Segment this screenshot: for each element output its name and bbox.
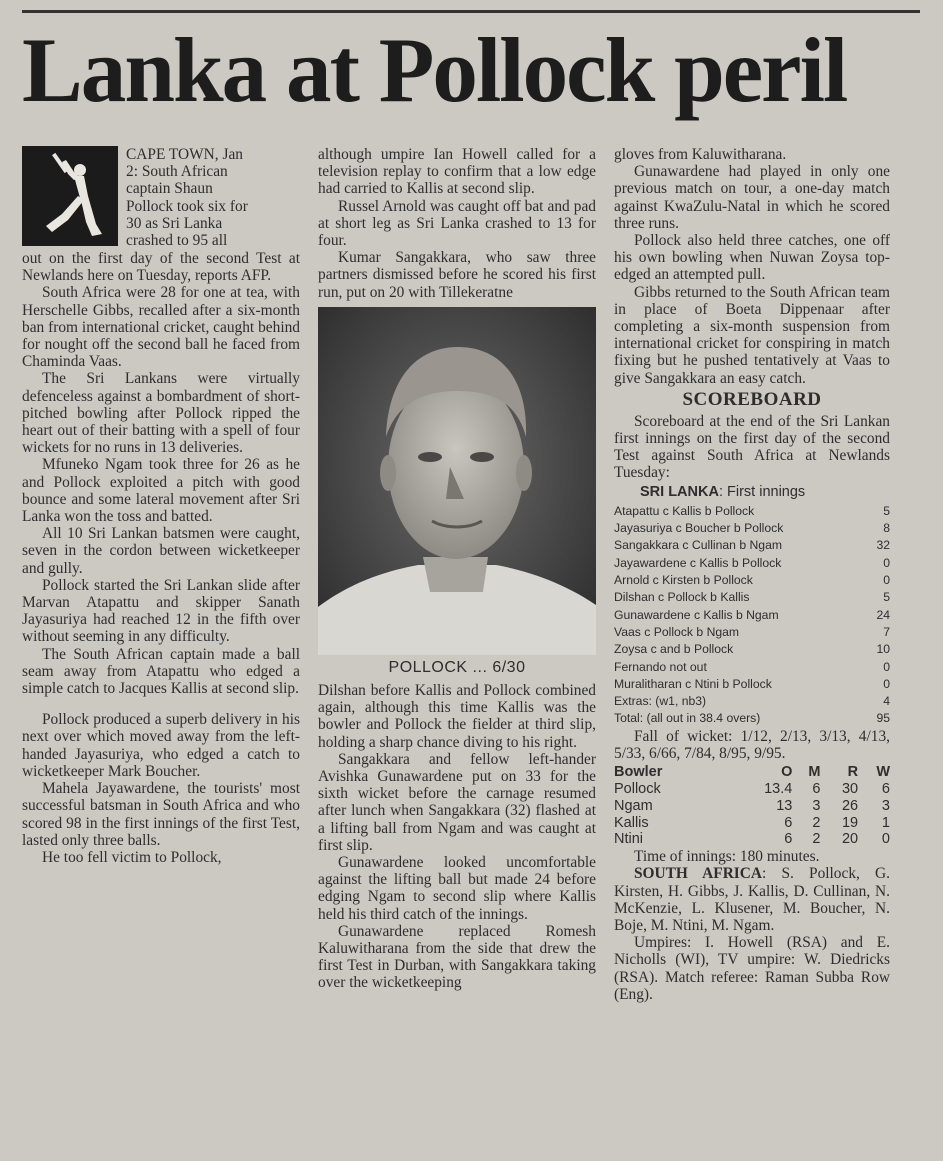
batting-runs: 5 bbox=[883, 590, 890, 605]
paragraph: out on the first day of the second Test at Newlands here on Tuesday, reports AFP. bbox=[22, 250, 300, 285]
innings-label: : First innings bbox=[718, 483, 806, 500]
south-africa-team bbox=[614, 865, 890, 934]
batting-name: Atapattu c Kallis b Pollock bbox=[614, 503, 755, 518]
batting-name: Gunawardene c Kallis b Ngam bbox=[614, 607, 779, 622]
paragraph: Mahela Jayawardene, the tourists' most successful batsman in South Africa and who scored 98 in the first innings of the first Test, lasted only three balls. bbox=[22, 780, 300, 849]
batting-name: Total: (all out in 38.4 overs) bbox=[614, 711, 761, 726]
batting-runs: 7 bbox=[883, 624, 890, 639]
paragraph: The South African captain made a ball seam away from Atapattu who edged a simple catch to Jacques Kallis at second slip. bbox=[22, 645, 300, 698]
batting-row bbox=[614, 555, 890, 572]
paragraph: He too fell victim to Pollock, bbox=[42, 848, 222, 866]
bowling-header: M bbox=[808, 764, 821, 781]
bowling-row bbox=[614, 831, 890, 848]
bowling-cell: 1 bbox=[881, 814, 890, 831]
dateline-line: crashed to 95 all bbox=[126, 232, 228, 250]
bowling-header: O bbox=[781, 764, 793, 781]
paragraph: Pollock also held three catches, one off his own bowling when Nuwan Zoysa top-edged an attempted pull. bbox=[614, 232, 890, 284]
paragraph: Mfuneko Ngam took three for 26 as he and Pollock exploited a pitch with good bounce and some lateral movement after Sri Lanka won the toss and batted. bbox=[22, 456, 300, 526]
dateline-line: 30 as Sri Lanka bbox=[126, 214, 223, 232]
scoreboard-title: SCOREBOARD bbox=[682, 388, 822, 410]
batting-name: Jayawardene c Kallis b Pollock bbox=[614, 555, 782, 570]
batting-name: Vaas c Pollock b Ngam bbox=[614, 624, 740, 639]
bowling-cell: 2 bbox=[812, 831, 821, 848]
scoreboard-intro: Scoreboard at the end of the Sri Lankan first innings on the first day of the second Test against South Africa at Newlands Tuesday: bbox=[614, 412, 890, 482]
paragraph: Pollock started the Sri Lankan slide after Marvan Atapattu and skipper Sanath Jayasuriya had reached 12 in the fifth over without seeming in any difficulty. bbox=[22, 576, 300, 646]
bowling-table bbox=[614, 764, 890, 848]
dateline-line: captain Shaun bbox=[126, 180, 213, 198]
bowling-row bbox=[614, 815, 890, 832]
batting-row bbox=[614, 659, 890, 676]
dateline-line: 2: South African bbox=[126, 163, 228, 181]
batting-row bbox=[614, 607, 890, 624]
batting-row bbox=[614, 693, 890, 710]
paragraph: Gunawardene replaced Romesh Kaluwitharana from the side that drew the first Test in Durban, with Sangakkara taking over the wicketkeeping bbox=[318, 922, 596, 992]
sa-team-label: SOUTH AFRICA bbox=[634, 865, 763, 883]
bowling-cell: 19 bbox=[841, 814, 859, 831]
batting-row bbox=[614, 503, 890, 520]
bowling-cell: 20 bbox=[841, 831, 859, 848]
time-of-innings: Time of innings: 180 minutes. bbox=[634, 848, 820, 866]
bowling-cell: Ntini bbox=[614, 831, 644, 848]
batting-name: Fernando not out bbox=[614, 659, 707, 674]
batting-row bbox=[614, 710, 890, 727]
bowling-cell: 13.4 bbox=[764, 780, 793, 797]
cricket-batsman-icon bbox=[22, 146, 118, 246]
article-column-3 bbox=[614, 146, 890, 1003]
batting-row bbox=[614, 624, 890, 641]
bowling-cell: 6 bbox=[784, 831, 793, 848]
paragraph: Pollock produced a superb delivery in his next over which moved away from the left-handed Jayasuriya, who edged a catch to wicketkeeper Mark Boucher. bbox=[22, 711, 300, 780]
paragraph: Gunawardene looked uncomfortable against the lifting ball but made 24 before edging Ngam to second slip where Kallis held his third catch of the innings. bbox=[318, 854, 596, 923]
batting-name: Arnold c Kirsten b Pollock bbox=[614, 573, 753, 588]
paragraph: The Sri Lankans were virtually defenceless against a bombardment of short-pitched bowling after Pollock ripped the heart out of their batting with a spell of four wickets for no runs in 13 deliveries. bbox=[22, 370, 300, 457]
batting-runs: 4 bbox=[883, 694, 890, 709]
article-column-2 bbox=[318, 146, 596, 992]
bowling-cell: 3 bbox=[881, 797, 890, 814]
paragraph: Kumar Sangakkara, who saw three partners dismissed before he scored his first run, put on 20 with Tillekeratne bbox=[318, 249, 596, 301]
batting-row bbox=[614, 589, 890, 606]
bowling-cell: 6 bbox=[881, 780, 890, 797]
paragraph: South Africa were 28 for one at tea, with Herschelle Gibbs, recalled after a six-month ban from international cricket, caught behind for nought off the second ball he faced from Chaminda Vaas. bbox=[22, 284, 300, 371]
batting-row bbox=[614, 572, 890, 589]
bowling-header: R bbox=[847, 764, 859, 781]
batting-runs: 95 bbox=[876, 711, 890, 726]
innings-team: SRI LANKA bbox=[640, 483, 719, 500]
batting-runs: 0 bbox=[883, 659, 890, 674]
bowling-header: Bowler bbox=[614, 764, 663, 781]
bowling-cell: 13 bbox=[776, 797, 793, 814]
innings-title bbox=[640, 484, 890, 501]
batting-runs: 0 bbox=[883, 676, 890, 691]
paragraph: Gibbs returned to the South African team in place of Boeta Dippenaar after completing a six-month suspension from international cricket for conspiring in match fixing but he pushed tentatively at Vaas to give Sangakkara an easy catch. bbox=[614, 283, 890, 387]
article-column-1 bbox=[22, 146, 300, 866]
bowling-cell: 6 bbox=[812, 780, 821, 797]
batting-runs: 24 bbox=[876, 607, 890, 622]
bowling-cell: Pollock bbox=[614, 780, 661, 797]
dateline-line: Pollock took six for bbox=[126, 197, 248, 215]
bowling-cell: 30 bbox=[841, 780, 859, 797]
batting-runs: 0 bbox=[883, 573, 890, 588]
bowling-header: W bbox=[876, 764, 890, 781]
batting-row bbox=[614, 520, 890, 537]
bowling-cell: 2 bbox=[812, 814, 821, 831]
batting-row bbox=[614, 641, 890, 658]
top-rule bbox=[22, 10, 920, 13]
batting-table bbox=[614, 503, 890, 728]
bowling-cell: Kallis bbox=[614, 814, 649, 831]
umpires: Umpires: I. Howell (RSA) and E. Nicholls (WI), TV umpire: W. Diedricks (RSA). Match referee: Raman Subba Row (Eng). bbox=[614, 934, 890, 1003]
batting-name: Jayasuriya c Boucher b Pollock bbox=[614, 521, 784, 536]
bowling-cell: 6 bbox=[784, 814, 793, 831]
batting-row bbox=[614, 537, 890, 554]
bowling-row bbox=[614, 798, 890, 815]
paragraph: although umpire Ian Howell called for a television replay to confirm that a low edge had carried to Kallis at second slip. bbox=[318, 146, 596, 198]
photo-caption: POLLOCK ... 6/30 bbox=[388, 658, 526, 676]
bowling-row bbox=[614, 781, 890, 798]
dateline-line: CAPE TOWN, Jan bbox=[126, 146, 244, 163]
pollock-photo bbox=[318, 307, 596, 655]
paragraph: gloves from Kaluwitharana. bbox=[614, 146, 787, 163]
batting-runs: 0 bbox=[883, 555, 890, 570]
paragraph: Russel Arnold was caught off bat and pad at short leg as Sri Lanka crashed to 13 for four. bbox=[318, 197, 596, 250]
paragraph: Dilshan before Kallis and Pollock combined again, although this time Kallis was the bowler and Pollock the fielder at third slip, holding a sharp chance diving to his right. bbox=[318, 682, 596, 751]
paragraph: All 10 Sri Lankan batsmen were caught, seven in the cordon between wicketkeeper and gully. bbox=[22, 525, 300, 577]
paragraph: Sangakkara and fellow left-hander Avishka Gunawardene put on 33 for the sixth wicket before the carnage resumed after lunch when Sangakkara (32) flashed at a lifting ball from Ngam and was caught at first slip. bbox=[318, 750, 596, 854]
headline: Lanka at Pollock peril bbox=[22, 19, 847, 121]
batting-name: Zoysa c and b Pollock bbox=[614, 642, 734, 657]
bowling-cell: 0 bbox=[881, 831, 890, 848]
batting-name: Sangakkara c Cullinan b Ngam bbox=[614, 538, 783, 553]
batting-row bbox=[614, 676, 890, 693]
paragraph: Gunawardene had played in only one previous match on tour, a one-day match against KwaZulu-Natal in which he scored three runs. bbox=[614, 163, 890, 232]
batting-runs: 32 bbox=[876, 538, 890, 553]
batting-name: Extras: (w1, nb3) bbox=[614, 694, 707, 709]
batting-runs: 8 bbox=[883, 521, 890, 536]
bowling-cell: 26 bbox=[841, 797, 859, 814]
bowling-cell: Ngam bbox=[614, 797, 653, 814]
sa-players: : S. Pollock, G. Kirsten, H. Gibbs, J. Kallis, D. Cullinan, N. McKenzie, L. Klusener, M. Boucher, N. Boje, M. Ntini, M. Ngam. bbox=[614, 865, 890, 934]
fall-of-wicket: Fall of wicket: 1/12, 2/13, 3/13, 4/13, 5/33, 6/66, 7/84, 8/95, 9/95. bbox=[614, 727, 890, 762]
batting-runs: 5 bbox=[883, 503, 890, 518]
batting-name: Muralitharan c Ntini b Pollock bbox=[614, 676, 772, 691]
batting-name: Dilshan c Pollock b Kallis bbox=[614, 590, 750, 605]
bowling-cell: 3 bbox=[812, 797, 821, 814]
batting-runs: 10 bbox=[876, 642, 890, 657]
